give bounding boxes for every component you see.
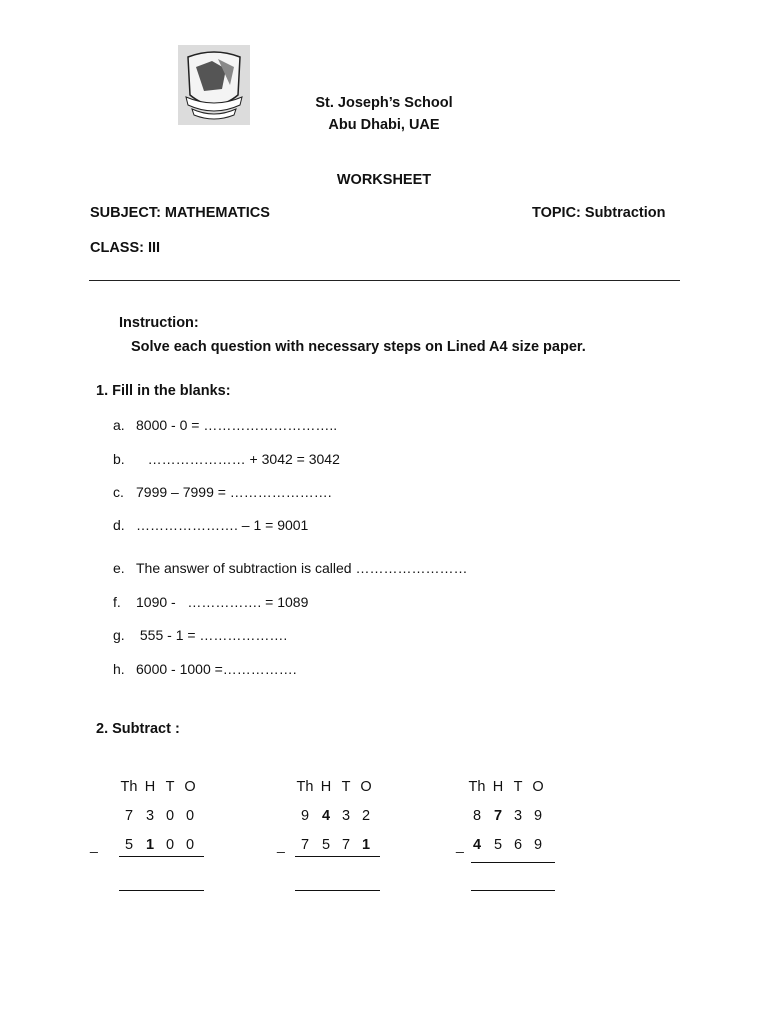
item-text: …………………. – 1 = 9001	[136, 517, 309, 533]
item-text: 7999 – 7999 = ………………….	[136, 484, 332, 500]
minus-sign: _	[277, 837, 285, 853]
answer-rule-top	[471, 862, 555, 863]
digit: 0	[185, 808, 195, 824]
place-value-header	[294, 779, 376, 795]
item-letter: e.	[113, 560, 125, 576]
digit: 6	[513, 837, 523, 853]
instruction-text: Solve each question with necessary steps on Lined A4 size paper.	[131, 339, 586, 355]
header-th: Th	[468, 779, 486, 795]
blank-item	[113, 517, 308, 533]
digit: 5	[493, 837, 503, 853]
digit: 5	[321, 837, 331, 853]
crest-icon	[178, 45, 250, 125]
header-o: O	[184, 779, 196, 795]
digit: 3	[145, 808, 155, 824]
digit: 4	[321, 808, 331, 824]
digit: 5	[124, 837, 134, 853]
minuend-row	[118, 808, 200, 824]
subtrahend-row	[118, 837, 200, 853]
header-th: Th	[296, 779, 314, 795]
digit: 1	[145, 837, 155, 853]
item-text: 1090 - ……………. = 1089	[136, 594, 309, 610]
item-letter: h.	[113, 661, 125, 677]
school-location: Abu Dhabi, UAE	[328, 117, 440, 133]
class-label: CLASS: III	[90, 240, 161, 256]
school-crest-logo	[178, 45, 250, 125]
header-th: Th	[120, 779, 138, 795]
subject-label: SUBJECT: MATHEMATICS	[90, 205, 270, 221]
item-letter: a.	[113, 417, 125, 433]
item-text: 6000 - 1000 =…………….	[136, 661, 297, 677]
digit: 9	[533, 808, 543, 824]
instruction-heading: Instruction:	[119, 315, 199, 331]
answer-rule-top	[295, 856, 380, 857]
worksheet-title: WORKSHEET	[336, 172, 432, 188]
digit: 9	[533, 837, 543, 853]
minuend-row	[466, 808, 548, 824]
blank-item	[113, 451, 340, 467]
item-letter: b.	[113, 451, 125, 467]
blank-item	[113, 560, 467, 576]
digit: 0	[185, 837, 195, 853]
item-letter: c.	[113, 484, 124, 500]
item-text: The answer of subtraction is called ……………………	[136, 560, 468, 576]
header-t: T	[165, 779, 175, 795]
blank-item	[113, 484, 332, 500]
question-2-title: 2. Subtract :	[96, 721, 180, 737]
digit: 0	[165, 837, 175, 853]
minuend-row	[294, 808, 376, 824]
digit: 9	[300, 808, 310, 824]
header-o: O	[532, 779, 544, 795]
answer-rule-bottom	[471, 890, 555, 891]
digit: 7	[341, 837, 351, 853]
header-divider	[89, 280, 680, 281]
topic-label: TOPIC: Subtraction	[532, 205, 666, 221]
digit: 7	[124, 808, 134, 824]
digit: 1	[361, 837, 371, 853]
header-t: T	[341, 779, 351, 795]
header-h: H	[320, 779, 332, 795]
digit: 8	[472, 808, 482, 824]
item-letter: d.	[113, 517, 125, 533]
answer-rule-bottom	[295, 890, 380, 891]
digit: 3	[513, 808, 523, 824]
answer-rule-top	[119, 856, 204, 857]
digit: 2	[361, 808, 371, 824]
header-h: H	[492, 779, 504, 795]
blank-item	[113, 627, 287, 643]
minus-sign: _	[90, 837, 98, 853]
item-text: ………………… + 3042 = 3042	[136, 451, 340, 467]
blank-item	[113, 594, 308, 610]
school-name: St. Joseph’s School	[315, 95, 453, 111]
header-h: H	[144, 779, 156, 795]
question-1-title: 1. Fill in the blanks:	[96, 383, 231, 399]
header-t: T	[513, 779, 523, 795]
place-value-header	[118, 779, 200, 795]
answer-rule-bottom	[119, 890, 204, 891]
digit: 3	[341, 808, 351, 824]
digit: 7	[493, 808, 503, 824]
subtrahend-row	[466, 837, 548, 853]
subtrahend-row	[294, 837, 376, 853]
digit: 0	[165, 808, 175, 824]
blank-item	[113, 417, 337, 433]
digit: 7	[300, 837, 310, 853]
digit: 4	[472, 837, 482, 853]
place-value-header	[466, 779, 548, 795]
header-o: O	[360, 779, 372, 795]
item-letter: f.	[113, 594, 121, 610]
item-letter: g.	[113, 627, 125, 643]
item-text: 555 - 1 = ……………….	[136, 627, 288, 643]
minus-sign: _	[456, 837, 464, 853]
blank-item	[113, 661, 297, 677]
item-text: 8000 - 0 = ………………………..	[136, 417, 338, 433]
